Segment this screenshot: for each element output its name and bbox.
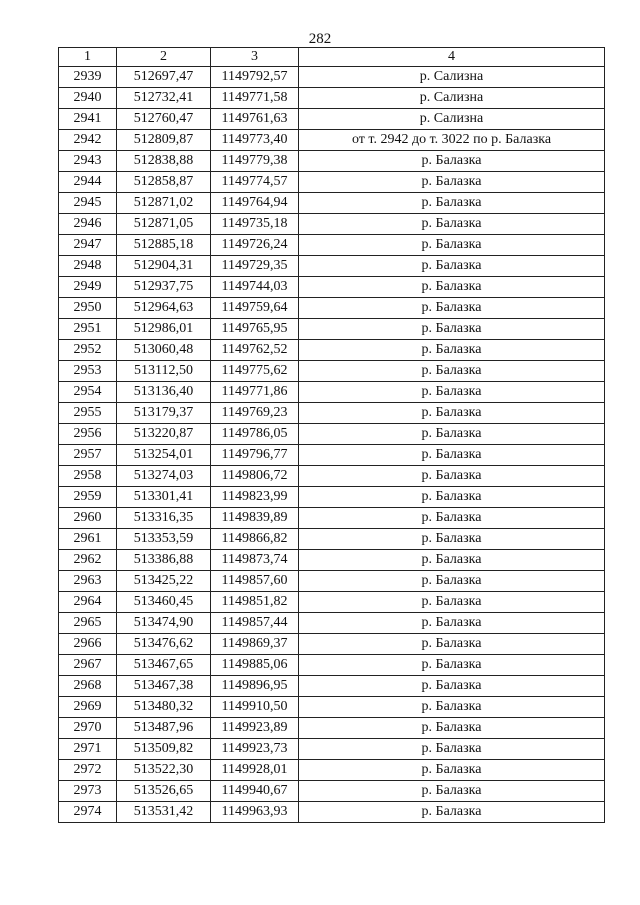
table-row [59,697,605,718]
x-coordinate-cell: 512838,88 [117,151,211,172]
x-coordinate-cell: 513274,03 [117,466,211,487]
y-coordinate-cell: 1149839,89 [211,508,299,529]
boundary-description-cell: р. Балазка [299,781,605,802]
x-coordinate-cell: 513526,65 [117,781,211,802]
table-row [59,508,605,529]
y-coordinate-cell: 1149775,62 [211,361,299,382]
boundary-description-cell: р. Балазка [299,676,605,697]
y-coordinate-cell: 1149761,63 [211,109,299,130]
x-coordinate-cell: 513136,40 [117,382,211,403]
boundary-description-cell: р. Балазка [299,550,605,571]
point-number-cell: 2940 [59,88,117,109]
point-number-cell: 2968 [59,676,117,697]
table-row [59,235,605,256]
column-header-3: 3 [211,48,299,67]
column-header-1: 1 [59,48,117,67]
table-row [59,361,605,382]
point-number-cell: 2956 [59,424,117,445]
boundary-description-cell: р. Балазка [299,508,605,529]
table-row [59,739,605,760]
y-coordinate-cell: 1149735,18 [211,214,299,235]
boundary-description-cell: р. Балазка [299,802,605,823]
boundary-description-cell: р. Балазка [299,697,605,718]
y-coordinate-cell: 1149857,44 [211,613,299,634]
point-number-cell: 2943 [59,151,117,172]
point-number-cell: 2973 [59,781,117,802]
point-number-cell: 2948 [59,256,117,277]
point-number-cell: 2958 [59,466,117,487]
y-coordinate-cell: 1149923,89 [211,718,299,739]
x-coordinate-cell: 512760,47 [117,109,211,130]
table-row [59,319,605,340]
x-coordinate-cell: 513476,62 [117,634,211,655]
boundary-description-cell: р. Балазка [299,445,605,466]
point-number-cell: 2939 [59,67,117,88]
point-number-cell: 2953 [59,361,117,382]
y-coordinate-cell: 1149910,50 [211,697,299,718]
coordinates-table [58,47,605,823]
point-number-cell: 2959 [59,487,117,508]
table-row [59,340,605,361]
x-coordinate-cell: 513487,96 [117,718,211,739]
column-header-4: 4 [299,48,605,67]
table-row [59,466,605,487]
y-coordinate-cell: 1149764,94 [211,193,299,214]
x-coordinate-cell: 513467,65 [117,655,211,676]
x-coordinate-cell: 512964,63 [117,298,211,319]
y-coordinate-cell: 1149726,24 [211,235,299,256]
y-coordinate-cell: 1149774,57 [211,172,299,193]
point-number-cell: 2966 [59,634,117,655]
point-number-cell: 2952 [59,340,117,361]
table-row [59,151,605,172]
point-number-cell: 2960 [59,508,117,529]
y-coordinate-cell: 1149759,64 [211,298,299,319]
x-coordinate-cell: 513301,41 [117,487,211,508]
x-coordinate-cell: 512732,41 [117,88,211,109]
x-coordinate-cell: 512858,87 [117,172,211,193]
boundary-description-cell: р. Балазка [299,655,605,676]
table-row [59,655,605,676]
table-row [59,445,605,466]
x-coordinate-cell: 513220,87 [117,424,211,445]
boundary-description-cell: р. Балазка [299,760,605,781]
boundary-description-cell: р. Сализна [299,67,605,88]
table-row [59,676,605,697]
table-row [59,487,605,508]
boundary-description-cell: от т. 2942 до т. 3022 по р. Балазка [299,130,605,151]
table-row [59,718,605,739]
x-coordinate-cell: 513460,45 [117,592,211,613]
table-row [59,88,605,109]
table-row [59,382,605,403]
x-coordinate-cell: 512809,87 [117,130,211,151]
y-coordinate-cell: 1149769,23 [211,403,299,424]
x-coordinate-cell: 512904,31 [117,256,211,277]
x-coordinate-cell: 513254,01 [117,445,211,466]
table-row [59,109,605,130]
point-number-cell: 2971 [59,739,117,760]
boundary-description-cell: р. Балазка [299,487,605,508]
point-number-cell: 2969 [59,697,117,718]
boundary-description-cell: р. Балазка [299,739,605,760]
table-row [59,298,605,319]
y-coordinate-cell: 1149744,03 [211,277,299,298]
y-coordinate-cell: 1149729,35 [211,256,299,277]
table-row [59,529,605,550]
point-number-cell: 2967 [59,655,117,676]
x-coordinate-cell: 512885,18 [117,235,211,256]
x-coordinate-cell: 512986,01 [117,319,211,340]
boundary-description-cell: р. Сализна [299,109,605,130]
y-coordinate-cell: 1149963,93 [211,802,299,823]
boundary-description-cell: р. Балазка [299,151,605,172]
table-row [59,571,605,592]
x-coordinate-cell: 513060,48 [117,340,211,361]
y-coordinate-cell: 1149771,86 [211,382,299,403]
y-coordinate-cell: 1149928,01 [211,760,299,781]
table-row [59,550,605,571]
y-coordinate-cell: 1149762,52 [211,340,299,361]
table-row [59,256,605,277]
table-body [59,67,605,823]
boundary-description-cell: р. Балазка [299,172,605,193]
x-coordinate-cell: 512937,75 [117,277,211,298]
boundary-description-cell: р. Балазка [299,277,605,298]
point-number-cell: 2954 [59,382,117,403]
table-row [59,277,605,298]
boundary-description-cell: р. Сализна [299,88,605,109]
boundary-description-cell: р. Балазка [299,466,605,487]
x-coordinate-cell: 512871,05 [117,214,211,235]
y-coordinate-cell: 1149923,73 [211,739,299,760]
y-coordinate-cell: 1149885,06 [211,655,299,676]
x-coordinate-cell: 513316,35 [117,508,211,529]
boundary-description-cell: р. Балазка [299,634,605,655]
table-row [59,130,605,151]
y-coordinate-cell: 1149771,58 [211,88,299,109]
y-coordinate-cell: 1149866,82 [211,529,299,550]
x-coordinate-cell: 513353,59 [117,529,211,550]
table-row [59,592,605,613]
y-coordinate-cell: 1149796,77 [211,445,299,466]
point-number-cell: 2957 [59,445,117,466]
table-row [59,781,605,802]
point-number-cell: 2965 [59,613,117,634]
boundary-description-cell: р. Балазка [299,592,605,613]
table-row [59,760,605,781]
x-coordinate-cell: 512871,02 [117,193,211,214]
y-coordinate-cell: 1149773,40 [211,130,299,151]
y-coordinate-cell: 1149792,57 [211,67,299,88]
table-row [59,172,605,193]
y-coordinate-cell: 1149869,37 [211,634,299,655]
x-coordinate-cell: 513509,82 [117,739,211,760]
x-coordinate-cell: 513386,88 [117,550,211,571]
x-coordinate-cell: 513179,37 [117,403,211,424]
page-number: 282 [308,31,332,47]
point-number-cell: 2974 [59,802,117,823]
boundary-description-cell: р. Балазка [299,193,605,214]
point-number-cell: 2944 [59,172,117,193]
point-number-cell: 2963 [59,571,117,592]
table-row [59,424,605,445]
boundary-description-cell: р. Балазка [299,529,605,550]
x-coordinate-cell: 512697,47 [117,67,211,88]
point-number-cell: 2964 [59,592,117,613]
boundary-description-cell: р. Балазка [299,361,605,382]
point-number-cell: 2951 [59,319,117,340]
boundary-description-cell: р. Балазка [299,613,605,634]
point-number-cell: 2942 [59,130,117,151]
table-header-row [59,48,605,67]
boundary-description-cell: р. Балазка [299,424,605,445]
point-number-cell: 2947 [59,235,117,256]
table-row [59,403,605,424]
y-coordinate-cell: 1149873,74 [211,550,299,571]
point-number-cell: 2941 [59,109,117,130]
boundary-description-cell: р. Балазка [299,319,605,340]
y-coordinate-cell: 1149896,95 [211,676,299,697]
point-number-cell: 2945 [59,193,117,214]
boundary-description-cell: р. Балазка [299,256,605,277]
y-coordinate-cell: 1149779,38 [211,151,299,172]
table-row [59,67,605,88]
point-number-cell: 2972 [59,760,117,781]
y-coordinate-cell: 1149851,82 [211,592,299,613]
table-row [59,613,605,634]
x-coordinate-cell: 513112,50 [117,361,211,382]
point-number-cell: 2950 [59,298,117,319]
point-number-cell: 2955 [59,403,117,424]
boundary-description-cell: р. Балазка [299,718,605,739]
point-number-cell: 2949 [59,277,117,298]
column-header-2: 2 [117,48,211,67]
y-coordinate-cell: 1149857,60 [211,571,299,592]
table-row [59,193,605,214]
y-coordinate-cell: 1149786,05 [211,424,299,445]
table-row [59,214,605,235]
x-coordinate-cell: 513531,42 [117,802,211,823]
boundary-description-cell: р. Балазка [299,214,605,235]
point-number-cell: 2946 [59,214,117,235]
boundary-description-cell: р. Балазка [299,382,605,403]
boundary-description-cell: р. Балазка [299,298,605,319]
x-coordinate-cell: 513474,90 [117,613,211,634]
x-coordinate-cell: 513467,38 [117,676,211,697]
x-coordinate-cell: 513425,22 [117,571,211,592]
boundary-description-cell: р. Балазка [299,235,605,256]
boundary-description-cell: р. Балазка [299,340,605,361]
y-coordinate-cell: 1149806,72 [211,466,299,487]
y-coordinate-cell: 1149823,99 [211,487,299,508]
boundary-description-cell: р. Балазка [299,571,605,592]
point-number-cell: 2962 [59,550,117,571]
boundary-description-cell: р. Балазка [299,403,605,424]
table-row [59,634,605,655]
y-coordinate-cell: 1149765,95 [211,319,299,340]
point-number-cell: 2970 [59,718,117,739]
table-row [59,802,605,823]
x-coordinate-cell: 513480,32 [117,697,211,718]
x-coordinate-cell: 513522,30 [117,760,211,781]
y-coordinate-cell: 1149940,67 [211,781,299,802]
point-number-cell: 2961 [59,529,117,550]
